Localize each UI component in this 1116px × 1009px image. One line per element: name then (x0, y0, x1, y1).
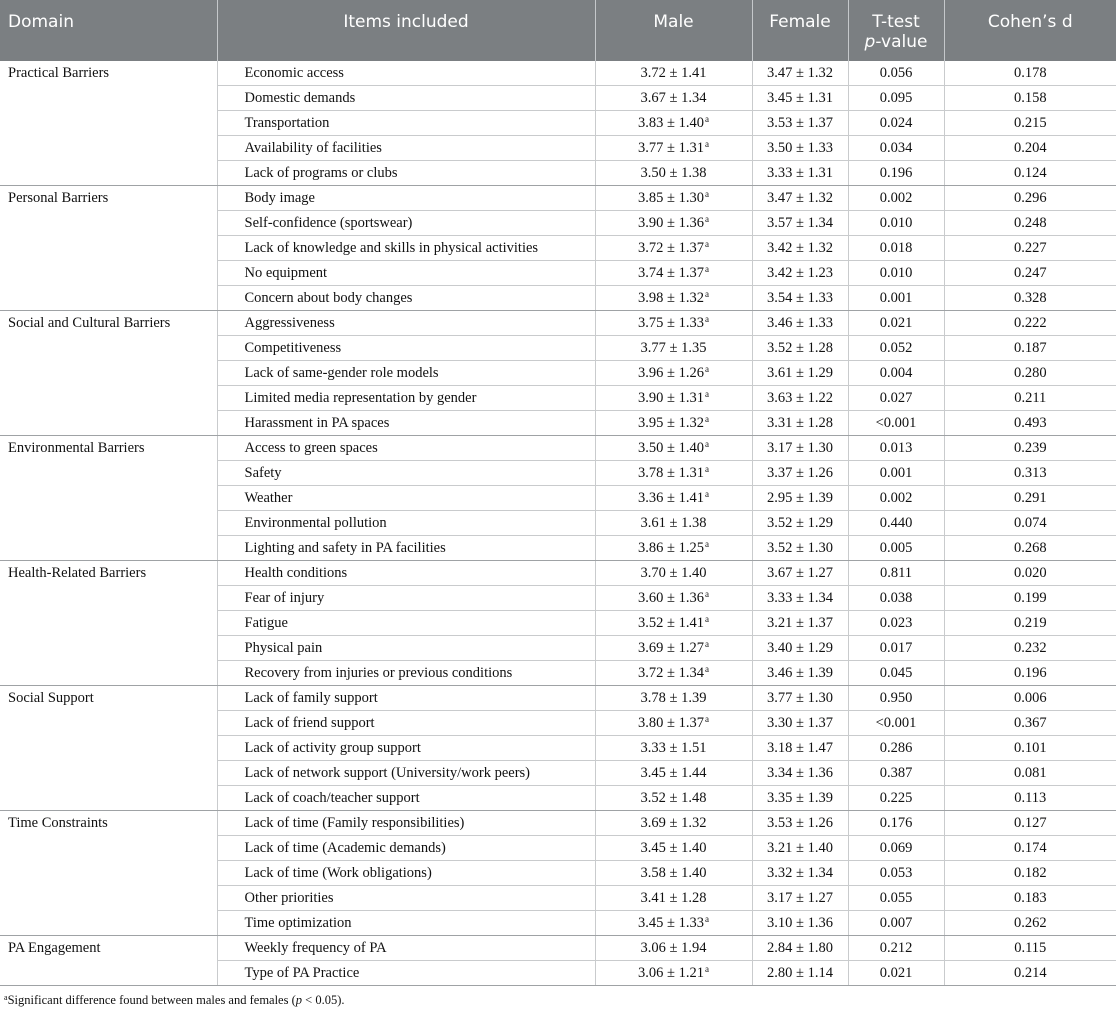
cohens-d-cell: 0.178 (944, 61, 1116, 86)
table-row (0, 436, 1116, 461)
significance-mark: a (704, 214, 709, 224)
significance-mark: a (704, 289, 709, 299)
cohens-d-cell: 0.174 (944, 836, 1116, 861)
p-value-cell: 0.056 (848, 61, 944, 86)
male-cell (595, 111, 752, 136)
female-cell: 3.61 ± 1.29 (752, 361, 848, 386)
p-value-cell: 0.196 (848, 161, 944, 186)
female-cell: 3.42 ± 1.23 (752, 261, 848, 286)
cohens-d-cell: 0.127 (944, 811, 1116, 836)
item-cell: Lack of network support (University/work peers) (217, 761, 595, 786)
table-body (0, 61, 1116, 986)
male-cell (595, 461, 752, 486)
female-cell: 3.18 ± 1.47 (752, 736, 848, 761)
p-value-cell: <0.001 (848, 711, 944, 736)
p-value-cell: 0.024 (848, 111, 944, 136)
p-value-cell: 0.004 (848, 361, 944, 386)
item-cell: No equipment (217, 261, 595, 286)
cohens-d-cell: 0.115 (944, 936, 1116, 961)
female-cell: 3.54 ± 1.33 (752, 286, 848, 311)
item-cell: Recovery from injuries or previous conditions (217, 661, 595, 686)
female-cell: 3.34 ± 1.36 (752, 761, 848, 786)
p-value-cell: 0.212 (848, 936, 944, 961)
item-cell: Fear of injury (217, 586, 595, 611)
header-items: Items included (217, 0, 595, 61)
p-value-cell: 0.001 (848, 461, 944, 486)
item-cell: Fatigue (217, 611, 595, 636)
female-cell: 2.95 ± 1.39 (752, 486, 848, 511)
item-cell: Weather (217, 486, 595, 511)
male-value: 3.50 ± 1.40 (638, 440, 704, 456)
female-cell: 3.63 ± 1.22 (752, 386, 848, 411)
male-value: 3.52 ± 1.41 (638, 615, 704, 631)
male-value: 3.77 ± 1.35 (640, 340, 707, 356)
domain-cell: Environmental Barriers (0, 436, 217, 561)
cohens-d-cell: 0.280 (944, 361, 1116, 386)
cohens-d-cell: 0.493 (944, 411, 1116, 436)
male-value: 3.95 ± 1.32 (638, 415, 704, 431)
male-cell (595, 886, 752, 911)
domain-cell: Practical Barriers (0, 61, 217, 186)
p-value-cell: 0.225 (848, 786, 944, 811)
male-cell (595, 861, 752, 886)
male-cell (595, 536, 752, 561)
male-cell (595, 186, 752, 211)
male-cell (595, 661, 752, 686)
significance-mark: a (704, 964, 709, 974)
male-cell (595, 711, 752, 736)
cohens-d-cell: 0.020 (944, 561, 1116, 586)
significance-mark: a (704, 539, 709, 549)
male-value: 3.41 ± 1.28 (640, 890, 707, 906)
cohens-d-cell: 0.196 (944, 661, 1116, 686)
male-cell (595, 961, 752, 986)
significance-mark: a (704, 414, 709, 424)
item-cell: Lack of programs or clubs (217, 161, 595, 186)
cohens-d-cell: 0.232 (944, 636, 1116, 661)
p-value-cell: 0.010 (848, 211, 944, 236)
item-cell: Lack of activity group support (217, 736, 595, 761)
p-value-cell: 0.021 (848, 961, 944, 986)
male-value: 3.67 ± 1.34 (640, 90, 707, 106)
header-cohens-d: Cohen’s d (944, 0, 1116, 61)
p-value-cell: 0.055 (848, 886, 944, 911)
male-value: 3.96 ± 1.26 (638, 365, 704, 381)
significance-mark: a (704, 914, 709, 924)
p-value-cell: 0.176 (848, 811, 944, 836)
male-cell (595, 336, 752, 361)
female-cell: 3.42 ± 1.32 (752, 236, 848, 261)
item-cell: Lack of time (Work obligations) (217, 861, 595, 886)
p-value-cell: 0.018 (848, 236, 944, 261)
p-value-cell: 0.038 (848, 586, 944, 611)
domain-cell: Health-Related Barriers (0, 561, 217, 686)
item-cell: Harassment in PA spaces (217, 411, 595, 436)
item-cell: Physical pain (217, 636, 595, 661)
domain-cell: PA Engagement (0, 936, 217, 986)
male-value: 3.86 ± 1.25 (638, 540, 704, 556)
male-value: 3.80 ± 1.37 (638, 715, 704, 731)
item-cell: Lack of family support (217, 686, 595, 711)
female-cell: 3.21 ± 1.40 (752, 836, 848, 861)
cohens-d-cell: 0.239 (944, 436, 1116, 461)
male-value: 3.69 ± 1.32 (640, 815, 707, 831)
p-value-cell: 0.001 (848, 286, 944, 311)
item-cell: Domestic demands (217, 86, 595, 111)
p-value-cell: 0.052 (848, 336, 944, 361)
table-row (0, 61, 1116, 86)
male-value: 3.06 ± 1.21 (638, 965, 704, 981)
female-cell: 3.32 ± 1.34 (752, 861, 848, 886)
cohens-d-cell: 0.081 (944, 761, 1116, 786)
cohens-d-cell: 0.296 (944, 186, 1116, 211)
p-value-cell: 0.034 (848, 136, 944, 161)
cohens-d-cell: 0.222 (944, 311, 1116, 336)
male-value: 3.52 ± 1.48 (640, 790, 707, 806)
male-value: 3.69 ± 1.27 (638, 640, 704, 656)
header-male: Male (595, 0, 752, 61)
p-value-cell: 0.440 (848, 511, 944, 536)
cohens-d-cell: 0.291 (944, 486, 1116, 511)
female-cell: 3.31 ± 1.28 (752, 411, 848, 436)
male-cell (595, 911, 752, 936)
table-row (0, 936, 1116, 961)
male-value: 3.72 ± 1.37 (638, 240, 704, 256)
item-cell: Environmental pollution (217, 511, 595, 536)
item-cell: Lack of knowledge and skills in physical activities (217, 236, 595, 261)
cohens-d-cell: 0.183 (944, 886, 1116, 911)
male-value: 3.36 ± 1.41 (638, 490, 704, 506)
item-cell: Safety (217, 461, 595, 486)
p-value-cell: 0.013 (848, 436, 944, 461)
male-cell (595, 136, 752, 161)
table-footnote (4, 993, 344, 1008)
footnote-p-letter: p (295, 993, 303, 1007)
domain-cell: Social Support (0, 686, 217, 811)
female-cell: 3.30 ± 1.37 (752, 711, 848, 736)
significance-mark: a (704, 114, 709, 124)
item-cell: Transportation (217, 111, 595, 136)
male-cell (595, 761, 752, 786)
cohens-d-cell: 0.113 (944, 786, 1116, 811)
header-domain: Domain (0, 0, 217, 61)
significance-mark: a (704, 714, 709, 724)
female-cell: 3.52 ± 1.28 (752, 336, 848, 361)
female-cell: 3.40 ± 1.29 (752, 636, 848, 661)
item-cell: Body image (217, 186, 595, 211)
item-cell: Lack of same-gender role models (217, 361, 595, 386)
item-cell: Time optimization (217, 911, 595, 936)
p-value-cell: 0.069 (848, 836, 944, 861)
significance-mark: a (704, 464, 709, 474)
male-cell (595, 561, 752, 586)
female-cell: 3.17 ± 1.30 (752, 436, 848, 461)
female-cell: 3.10 ± 1.36 (752, 911, 848, 936)
cohens-d-cell: 0.182 (944, 861, 1116, 886)
male-value: 3.90 ± 1.31 (638, 390, 704, 406)
significance-mark: a (704, 639, 709, 649)
significance-mark: a (704, 589, 709, 599)
female-cell: 3.17 ± 1.27 (752, 886, 848, 911)
item-cell: Access to green spaces (217, 436, 595, 461)
significance-mark: a (704, 439, 709, 449)
male-cell (595, 236, 752, 261)
p-value-cell: 0.045 (848, 661, 944, 686)
significance-mark: a (704, 489, 709, 499)
p-value-cell: 0.027 (848, 386, 944, 411)
male-value: 3.72 ± 1.41 (640, 65, 707, 81)
header-ttest-line1: T-test (872, 12, 920, 32)
header-ttest-suffix: -value (875, 32, 928, 52)
female-cell: 3.33 ± 1.31 (752, 161, 848, 186)
male-cell (595, 486, 752, 511)
p-value-cell: 0.286 (848, 736, 944, 761)
cohens-d-cell: 0.328 (944, 286, 1116, 311)
female-cell: 3.46 ± 1.39 (752, 661, 848, 686)
male-value: 3.61 ± 1.38 (640, 515, 707, 531)
male-cell (595, 411, 752, 436)
item-cell: Self-confidence (sportswear) (217, 211, 595, 236)
cohens-d-cell: 0.248 (944, 211, 1116, 236)
cohens-d-cell: 0.006 (944, 686, 1116, 711)
female-cell: 3.35 ± 1.39 (752, 786, 848, 811)
item-cell: Limited media representation by gender (217, 386, 595, 411)
domain-cell: Personal Barriers (0, 186, 217, 311)
p-value-cell: 0.010 (848, 261, 944, 286)
cohens-d-cell: 0.268 (944, 536, 1116, 561)
cohens-d-cell: 0.214 (944, 961, 1116, 986)
cohens-d-cell: 0.101 (944, 736, 1116, 761)
male-cell (595, 436, 752, 461)
male-cell (595, 736, 752, 761)
item-cell: Lack of time (Academic demands) (217, 836, 595, 861)
p-value-cell: 0.002 (848, 486, 944, 511)
female-cell: 3.67 ± 1.27 (752, 561, 848, 586)
male-value: 3.70 ± 1.40 (640, 565, 707, 581)
male-cell (595, 936, 752, 961)
significance-mark: a (704, 664, 709, 674)
male-cell (595, 686, 752, 711)
male-value: 3.98 ± 1.32 (638, 290, 704, 306)
male-value: 3.45 ± 1.33 (638, 915, 704, 931)
female-cell: 3.77 ± 1.30 (752, 686, 848, 711)
male-cell (595, 211, 752, 236)
female-cell: 3.21 ± 1.37 (752, 611, 848, 636)
female-cell: 3.52 ± 1.29 (752, 511, 848, 536)
male-value: 3.75 ± 1.33 (638, 315, 704, 331)
male-value: 3.45 ± 1.44 (640, 765, 707, 781)
item-cell: Lack of coach/teacher support (217, 786, 595, 811)
significance-mark: a (704, 614, 709, 624)
male-cell (595, 836, 752, 861)
item-cell: Health conditions (217, 561, 595, 586)
p-value-cell: <0.001 (848, 411, 944, 436)
p-value-cell: 0.005 (848, 536, 944, 561)
item-cell: Lack of time (Family responsibilities) (217, 811, 595, 836)
male-value: 3.85 ± 1.30 (638, 190, 704, 206)
p-value-cell: 0.095 (848, 86, 944, 111)
male-value: 3.60 ± 1.36 (638, 590, 704, 606)
male-cell (595, 786, 752, 811)
male-cell (595, 286, 752, 311)
male-value: 3.45 ± 1.40 (640, 840, 707, 856)
male-cell (595, 636, 752, 661)
male-cell (595, 311, 752, 336)
male-cell (595, 61, 752, 86)
cohens-d-cell: 0.313 (944, 461, 1116, 486)
male-cell (595, 86, 752, 111)
female-cell: 3.45 ± 1.31 (752, 86, 848, 111)
male-cell (595, 261, 752, 286)
item-cell: Lighting and safety in PA facilities (217, 536, 595, 561)
item-cell: Type of PA Practice (217, 961, 595, 986)
cohens-d-cell: 0.074 (944, 511, 1116, 536)
cohens-d-cell: 0.199 (944, 586, 1116, 611)
male-value: 3.58 ± 1.40 (640, 865, 707, 881)
cohens-d-cell: 0.262 (944, 911, 1116, 936)
significance-mark: a (704, 239, 709, 249)
female-cell: 3.53 ± 1.26 (752, 811, 848, 836)
domain-cell: Social and Cultural Barriers (0, 311, 217, 436)
female-cell: 3.47 ± 1.32 (752, 186, 848, 211)
item-cell: Lack of friend support (217, 711, 595, 736)
male-cell (595, 361, 752, 386)
cohens-d-cell: 0.158 (944, 86, 1116, 111)
significance-mark: a (704, 389, 709, 399)
item-cell: Economic access (217, 61, 595, 86)
item-cell: Availability of facilities (217, 136, 595, 161)
female-cell: 3.33 ± 1.34 (752, 586, 848, 611)
male-value: 3.83 ± 1.40 (638, 115, 704, 131)
cohens-d-cell: 0.124 (944, 161, 1116, 186)
p-value-cell: 0.017 (848, 636, 944, 661)
male-cell (595, 511, 752, 536)
header-ttest (848, 0, 944, 61)
male-value: 3.74 ± 1.37 (638, 265, 704, 281)
footnote-text-after: < 0.05). (302, 993, 345, 1007)
male-cell (595, 386, 752, 411)
significance-mark: a (704, 189, 709, 199)
male-value: 3.72 ± 1.34 (638, 665, 704, 681)
p-value-cell: 0.007 (848, 911, 944, 936)
male-value: 3.77 ± 1.31 (638, 140, 704, 156)
female-cell: 2.84 ± 1.80 (752, 936, 848, 961)
p-value-cell: 0.387 (848, 761, 944, 786)
significance-mark: a (704, 364, 709, 374)
footnote-text-before: Significant difference found between males and females ( (7, 993, 296, 1007)
p-value-cell: 0.002 (848, 186, 944, 211)
female-cell: 3.57 ± 1.34 (752, 211, 848, 236)
header-female: Female (752, 0, 848, 61)
male-cell (595, 586, 752, 611)
female-cell: 3.52 ± 1.30 (752, 536, 848, 561)
table-row (0, 311, 1116, 336)
cohens-d-cell: 0.204 (944, 136, 1116, 161)
item-cell: Aggressiveness (217, 311, 595, 336)
significance-mark: a (704, 139, 709, 149)
p-value-cell: 0.950 (848, 686, 944, 711)
cohens-d-cell: 0.215 (944, 111, 1116, 136)
male-cell (595, 611, 752, 636)
p-value-cell: 0.023 (848, 611, 944, 636)
item-cell: Other priorities (217, 886, 595, 911)
cohens-d-cell: 0.211 (944, 386, 1116, 411)
male-cell (595, 161, 752, 186)
significance-mark: a (704, 314, 709, 324)
male-value: 3.78 ± 1.31 (638, 465, 704, 481)
p-value-cell: 0.053 (848, 861, 944, 886)
female-cell: 2.80 ± 1.14 (752, 961, 848, 986)
female-cell: 3.46 ± 1.33 (752, 311, 848, 336)
cohens-d-cell: 0.367 (944, 711, 1116, 736)
header-ttest-p: p (864, 32, 876, 52)
male-value: 3.33 ± 1.51 (640, 740, 707, 756)
table-row (0, 186, 1116, 211)
female-cell: 3.50 ± 1.33 (752, 136, 848, 161)
cohens-d-cell: 0.219 (944, 611, 1116, 636)
male-value: 3.90 ± 1.36 (638, 215, 704, 231)
table-header (0, 0, 1116, 61)
table-row (0, 811, 1116, 836)
male-cell (595, 811, 752, 836)
item-cell: Concern about body changes (217, 286, 595, 311)
female-cell: 3.37 ± 1.26 (752, 461, 848, 486)
item-cell: Weekly frequency of PA (217, 936, 595, 961)
domain-cell: Time Constraints (0, 811, 217, 936)
cohens-d-cell: 0.247 (944, 261, 1116, 286)
table-row (0, 561, 1116, 586)
p-value-cell: 0.021 (848, 311, 944, 336)
footnote-mark: a (4, 993, 8, 1002)
p-value-cell: 0.811 (848, 561, 944, 586)
cohens-d-cell: 0.227 (944, 236, 1116, 261)
significance-mark: a (704, 264, 709, 274)
male-value: 3.50 ± 1.38 (640, 165, 707, 181)
female-cell: 3.53 ± 1.37 (752, 111, 848, 136)
female-cell: 3.47 ± 1.32 (752, 61, 848, 86)
cohens-d-cell: 0.187 (944, 336, 1116, 361)
male-value: 3.78 ± 1.39 (640, 690, 707, 706)
male-value: 3.06 ± 1.94 (640, 940, 707, 956)
item-cell: Competitiveness (217, 336, 595, 361)
table-row (0, 686, 1116, 711)
